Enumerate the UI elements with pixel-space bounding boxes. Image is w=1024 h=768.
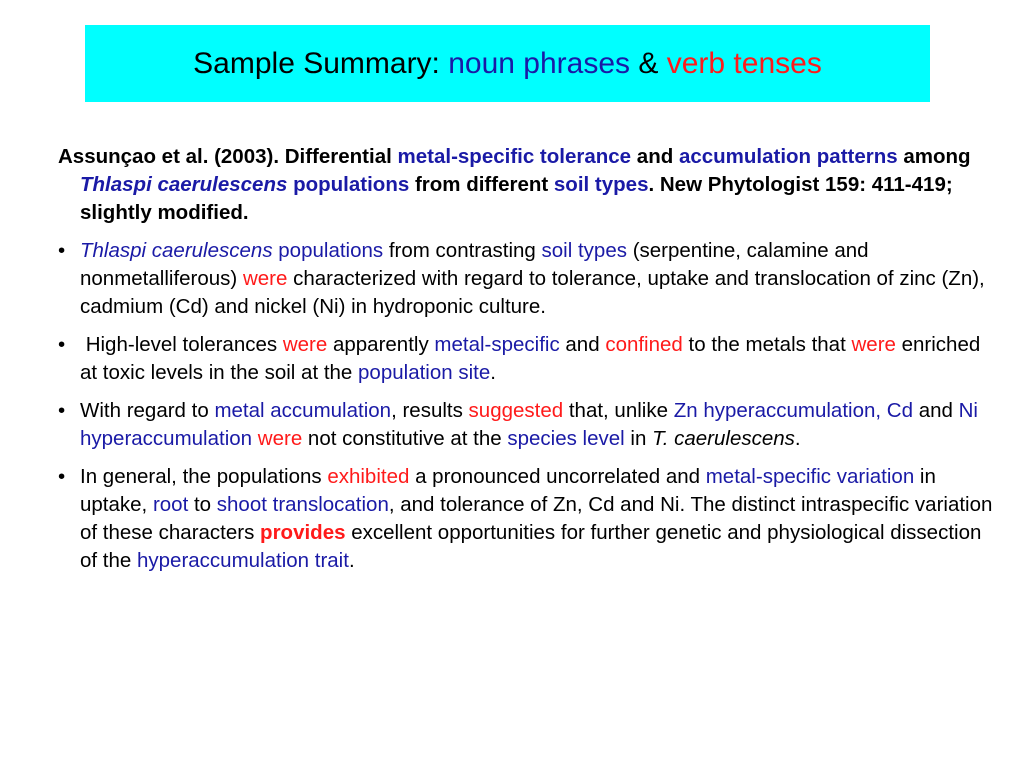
text-segment: to bbox=[188, 493, 217, 516]
text-segment: from different bbox=[409, 173, 554, 196]
text-segment: accumulation patterns bbox=[678, 145, 898, 168]
text-segment: . bbox=[348, 549, 355, 572]
text-segment: Thlaspi caerulescens bbox=[80, 239, 273, 262]
slide-body bbox=[58, 143, 999, 585]
text-segment: , results bbox=[391, 399, 469, 422]
text-segment: hyperaccumulation trait bbox=[137, 549, 349, 572]
text-segment: that, unlike bbox=[563, 399, 674, 422]
text-segment: in uptake, bbox=[80, 465, 942, 516]
text-segment: were bbox=[257, 427, 303, 450]
title-text: Sample Summary: bbox=[193, 46, 449, 80]
text-segment: With regard to bbox=[80, 399, 215, 422]
text-segment: populations bbox=[278, 239, 384, 262]
text-segment: . bbox=[490, 361, 496, 384]
text-segment: characterized with regard to tolerance, uptake and translocation of zinc (Zn), cadmium (Cd) and nickel (Ni) in hydroponic culture. bbox=[80, 267, 991, 318]
text-segment: Assunçao et al. (2003). Differential bbox=[58, 145, 398, 168]
text-segment: exhibited bbox=[327, 465, 410, 488]
text-segment: were bbox=[282, 333, 328, 356]
text-segment: T. caerulescens bbox=[652, 427, 795, 450]
slide-title bbox=[85, 25, 930, 102]
text-segment: enriched at toxic levels in the soil at the bbox=[80, 333, 986, 384]
bullet-dot-icon: • bbox=[58, 465, 66, 488]
text-segment: provides bbox=[260, 521, 346, 544]
text-segment: (serpentine, calamine and nonmetalliferous) bbox=[80, 239, 875, 290]
text-segment: Ni hyperaccumulation bbox=[80, 399, 984, 450]
bullet-dot-icon: • bbox=[58, 399, 66, 422]
bullet-list bbox=[58, 237, 999, 575]
text-segment: , and tolerance of Zn, Cd and Ni. The distinct intraspecific variation of these characters bbox=[80, 493, 999, 544]
title-ampersand: & bbox=[630, 46, 667, 80]
text-segment: soil types bbox=[541, 239, 627, 262]
text-segment: in bbox=[624, 427, 653, 450]
text-segment: root bbox=[152, 493, 189, 516]
text-segment: from contrasting bbox=[383, 239, 542, 262]
text-segment: . New Phytologist 159: 411-419; slightly modified. bbox=[80, 173, 959, 224]
text-segment: soil types bbox=[553, 173, 649, 196]
text-segment: Zn hyperaccumulation, Cd bbox=[673, 399, 913, 422]
text-segment: metal-specific variation bbox=[705, 465, 915, 488]
text-segment: In general, the populations bbox=[80, 465, 328, 488]
text-segment: to the metals that bbox=[682, 333, 852, 356]
text-segment: High-level tolerances bbox=[80, 333, 283, 356]
text-segment: population site bbox=[358, 361, 491, 384]
bullet-item bbox=[58, 331, 993, 387]
text-segment: excellent opportunities for further genetic and physiological dissection of the bbox=[80, 521, 988, 572]
text-segment: Thlaspi caerulescens bbox=[80, 173, 288, 196]
text-segment: were bbox=[851, 333, 896, 356]
text-segment: . bbox=[794, 427, 801, 450]
text-segment: and bbox=[913, 399, 959, 422]
text-segment: species level bbox=[507, 427, 625, 450]
bullet-item bbox=[58, 237, 993, 321]
bullet-dot-icon: • bbox=[58, 239, 66, 262]
bullet-item bbox=[58, 397, 993, 453]
title-noun-phrases: noun phrases bbox=[448, 46, 631, 80]
text-segment: metal-specific tolerance bbox=[397, 145, 632, 168]
text-segment: suggested bbox=[468, 399, 564, 422]
text-segment: populations bbox=[293, 173, 410, 196]
text-segment: not constitutive at the bbox=[302, 427, 508, 450]
text-segment: were bbox=[242, 267, 288, 290]
text-segment: apparently bbox=[327, 333, 435, 356]
text-segment: shoot translocation bbox=[216, 493, 389, 516]
text-segment: and bbox=[631, 145, 679, 168]
citation-paragraph bbox=[58, 143, 993, 227]
text-segment: metal-specific bbox=[434, 333, 560, 356]
text-segment: metal accumulation bbox=[214, 399, 392, 422]
text-segment: among bbox=[897, 145, 977, 168]
text-segment: a pronounced uncorrelated and bbox=[409, 465, 706, 488]
text-segment: confined bbox=[605, 333, 683, 356]
text-segment: and bbox=[559, 333, 606, 356]
bullet-item bbox=[58, 463, 999, 575]
bullet-dot-icon: • bbox=[58, 333, 66, 356]
title-verb-tenses: verb tenses bbox=[666, 46, 822, 80]
